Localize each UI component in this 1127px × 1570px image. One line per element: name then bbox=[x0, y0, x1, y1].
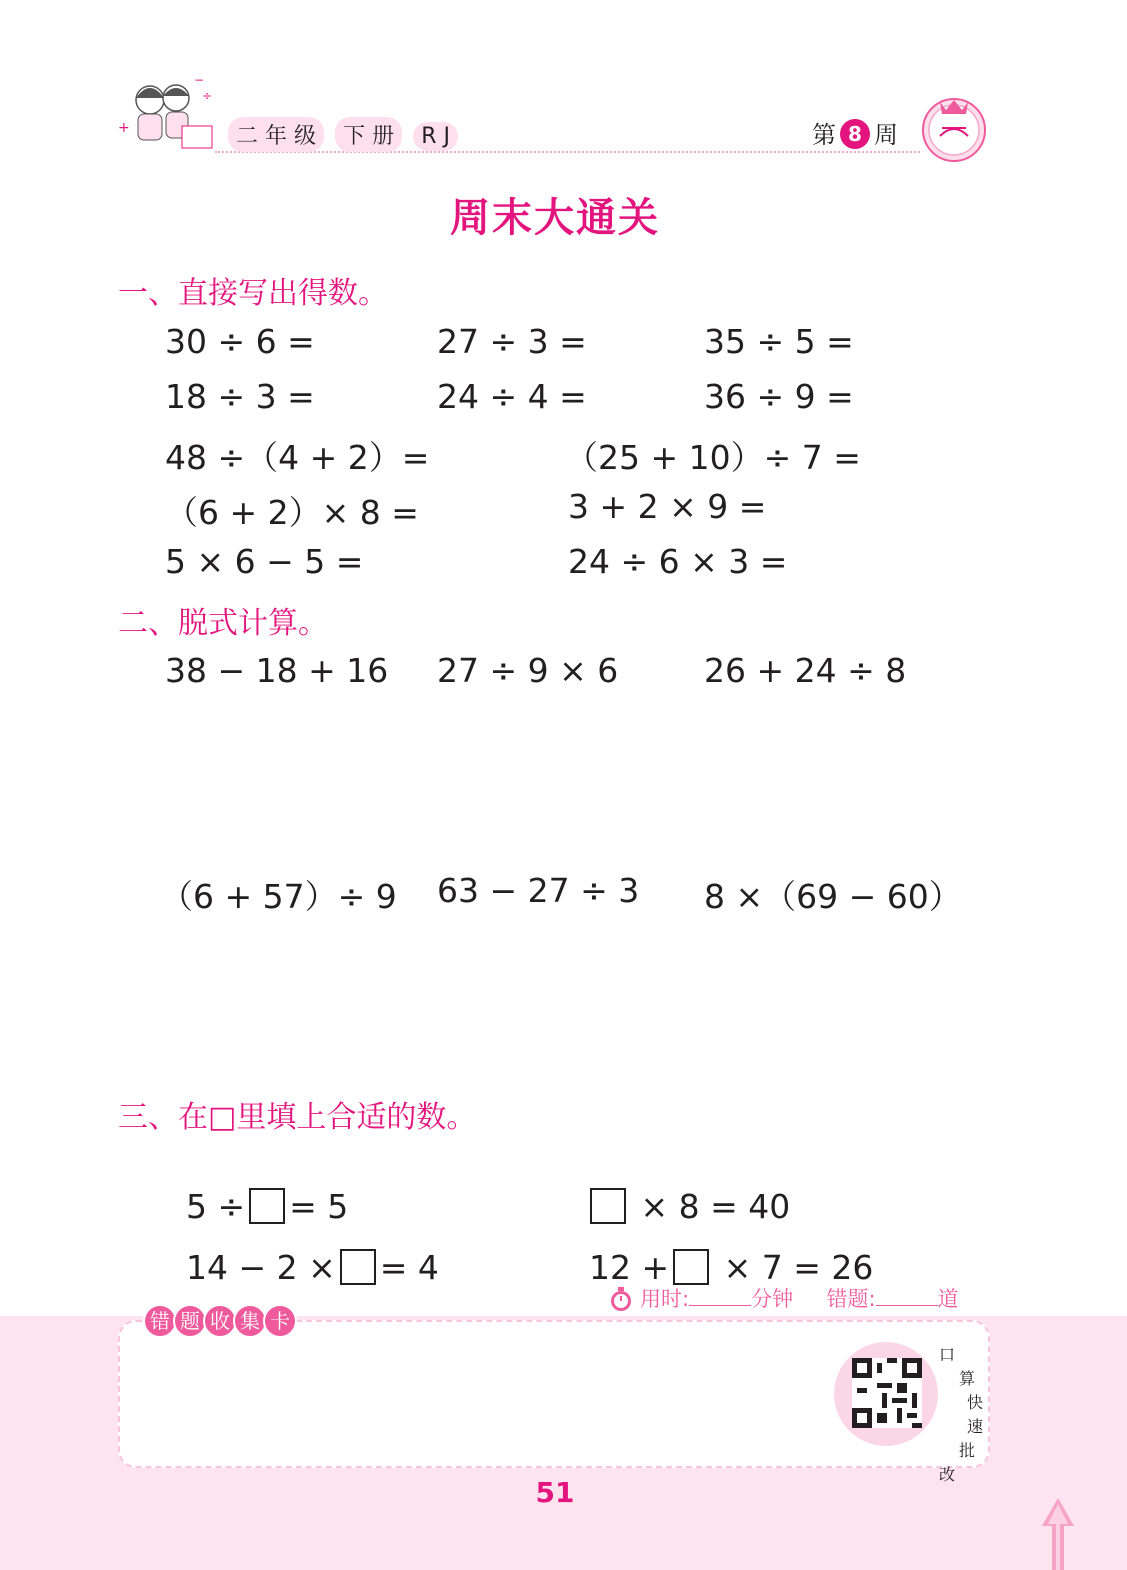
errors-label: 错题: bbox=[826, 1287, 876, 1311]
step-calc-item: 38 − 18 + 16 bbox=[165, 651, 389, 690]
page-title: 周末大通关 bbox=[450, 195, 660, 241]
step-calc-item: 63 − 27 ÷ 3 bbox=[437, 871, 640, 910]
fill-blank-before: 14 − 2 × bbox=[185, 1248, 336, 1287]
card-title-char: 错 bbox=[143, 1304, 177, 1338]
mental-math-item: 27 ÷ 3 = bbox=[437, 322, 587, 361]
fill-blank-before: 5 ÷ bbox=[185, 1187, 246, 1226]
stopwatch-icon bbox=[608, 1286, 634, 1312]
time-unit: 分钟 bbox=[751, 1287, 794, 1311]
card-title-char: 集 bbox=[233, 1304, 267, 1338]
crown-seal-logo-icon bbox=[918, 92, 990, 164]
answer-box[interactable] bbox=[673, 1249, 709, 1285]
mental-math-item: 30 ÷ 6 = bbox=[165, 322, 315, 361]
qr-side-char: 快 bbox=[966, 1393, 983, 1412]
mental-math-item: 35 ÷ 5 = bbox=[704, 322, 854, 361]
errors-blank[interactable] bbox=[876, 1305, 938, 1306]
fill-blank-after: = 5 bbox=[289, 1187, 349, 1226]
time-and-errors bbox=[608, 1283, 959, 1313]
page-number: 51 bbox=[535, 1476, 575, 1509]
fill-blank-after: × 7 = 26 bbox=[723, 1248, 874, 1287]
kids-illustration-icon bbox=[112, 70, 222, 160]
section-2-heading: 二、脱式计算。 bbox=[118, 606, 328, 641]
mental-math-item: 5 × 6 − 5 = bbox=[165, 542, 364, 581]
svg-text:−: − bbox=[194, 73, 205, 87]
week-suffix: 周 bbox=[874, 121, 898, 149]
week-indicator bbox=[812, 115, 898, 150]
mental-math-item: （6 + 2）× 8 = bbox=[165, 493, 419, 532]
fill-blank-after: = 4 bbox=[379, 1248, 439, 1287]
fill-blank-item bbox=[568, 1209, 873, 1287]
qr-side-char: 改 bbox=[938, 1465, 955, 1484]
fill-blank-before: 12 + bbox=[588, 1248, 670, 1287]
mental-math-item: 18 ÷ 3 = bbox=[165, 377, 315, 416]
error-collection-card-title bbox=[143, 1304, 293, 1338]
qr-side-char: 算 bbox=[958, 1369, 975, 1388]
quick-grading-label bbox=[938, 1343, 983, 1487]
grade-info bbox=[228, 117, 464, 152]
qr-code-icon[interactable] bbox=[852, 1358, 922, 1428]
svg-text:÷: ÷ bbox=[202, 89, 213, 103]
qr-side-char: 口 bbox=[938, 1345, 955, 1364]
fill-blank-after: × 8 = 40 bbox=[640, 1187, 791, 1226]
time-used-label: 用时: bbox=[640, 1287, 690, 1311]
grade-label: 二 年 级 bbox=[228, 117, 324, 152]
card-title-char: 卡 bbox=[263, 1304, 297, 1338]
arrow-up-icon bbox=[1038, 1498, 1078, 1570]
edition-label: R J bbox=[413, 122, 458, 151]
card-title-char: 题 bbox=[173, 1304, 207, 1338]
svg-text:+: + bbox=[118, 120, 130, 136]
step-calc-item: （6 + 57）÷ 9 bbox=[160, 877, 397, 916]
mental-math-item: （25 + 10）÷ 7 = bbox=[565, 438, 861, 477]
step-calc-item: 26 + 24 ÷ 8 bbox=[704, 651, 907, 690]
step-calc-item: 27 ÷ 9 × 6 bbox=[437, 651, 619, 690]
mental-math-item: 36 ÷ 9 = bbox=[704, 377, 854, 416]
section-3-heading: 三、在□里填上合适的数。 bbox=[118, 1100, 477, 1135]
week-number: 8 bbox=[840, 119, 870, 149]
volume-label: 下 册 bbox=[335, 117, 402, 152]
section-1-heading: 一、直接写出得数。 bbox=[118, 276, 388, 311]
qr-side-char: 速 bbox=[966, 1417, 983, 1436]
week-prefix: 第 bbox=[812, 121, 836, 149]
errors-unit: 道 bbox=[937, 1287, 959, 1311]
mental-math-item: 3 + 2 × 9 = bbox=[568, 487, 767, 526]
fill-blank-item bbox=[165, 1209, 439, 1287]
step-calc-item: 8 ×（69 − 60） bbox=[704, 877, 962, 916]
mental-math-item: 24 ÷ 6 × 3 = bbox=[568, 542, 788, 581]
mental-math-item: 48 ÷（4 + 2）= bbox=[165, 438, 430, 477]
time-blank[interactable] bbox=[689, 1305, 751, 1306]
answer-box[interactable] bbox=[340, 1249, 376, 1285]
qr-side-char: 批 bbox=[958, 1441, 975, 1460]
card-title-char: 收 bbox=[203, 1304, 237, 1338]
mental-math-item: 24 ÷ 4 = bbox=[437, 377, 587, 416]
